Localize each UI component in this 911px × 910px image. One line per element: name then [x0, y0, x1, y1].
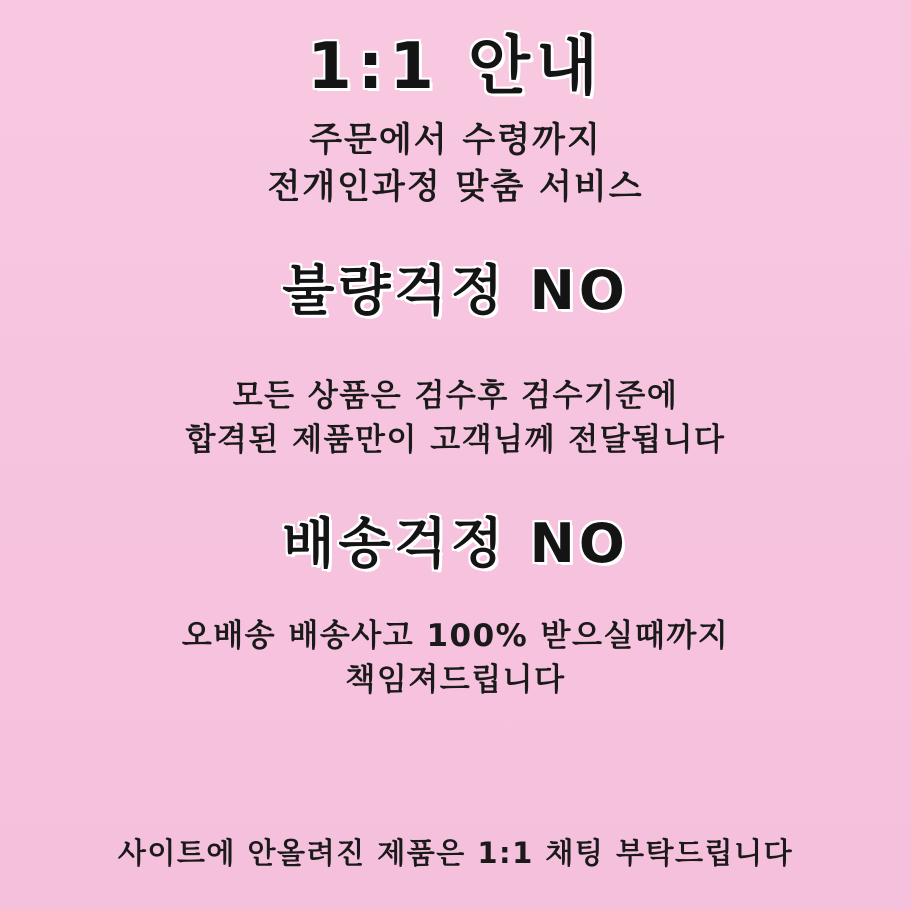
section-heading-shipping: 배송걱정 NO [282, 512, 629, 576]
quality-line-2: 합격된 제품만이 고객님께 전달됩니다 [185, 422, 726, 459]
section-heading-quality: 불량걱정 NO [282, 259, 629, 322]
shipping-line-2: 책임져드립니다 [345, 661, 566, 698]
intro-text [267, 117, 643, 211]
section-body-quality [185, 374, 725, 462]
shipping-line-1: 오배송 배송사고 100% 받으실때까지 [181, 617, 730, 654]
footer-note: 사이트에 안올려진 제품은 1:1 채팅 부탁드립니다 [117, 836, 794, 870]
section-body-shipping [182, 614, 729, 702]
intro-line-1: 주문에서 수령까지 [309, 120, 602, 161]
intro-line-2: 전개인과정 맞춤 서비스 [267, 167, 644, 208]
page-title: 1:1 안내 [307, 30, 604, 104]
quality-line-1: 모든 상품은 검수후 검수기준에 [232, 378, 679, 415]
